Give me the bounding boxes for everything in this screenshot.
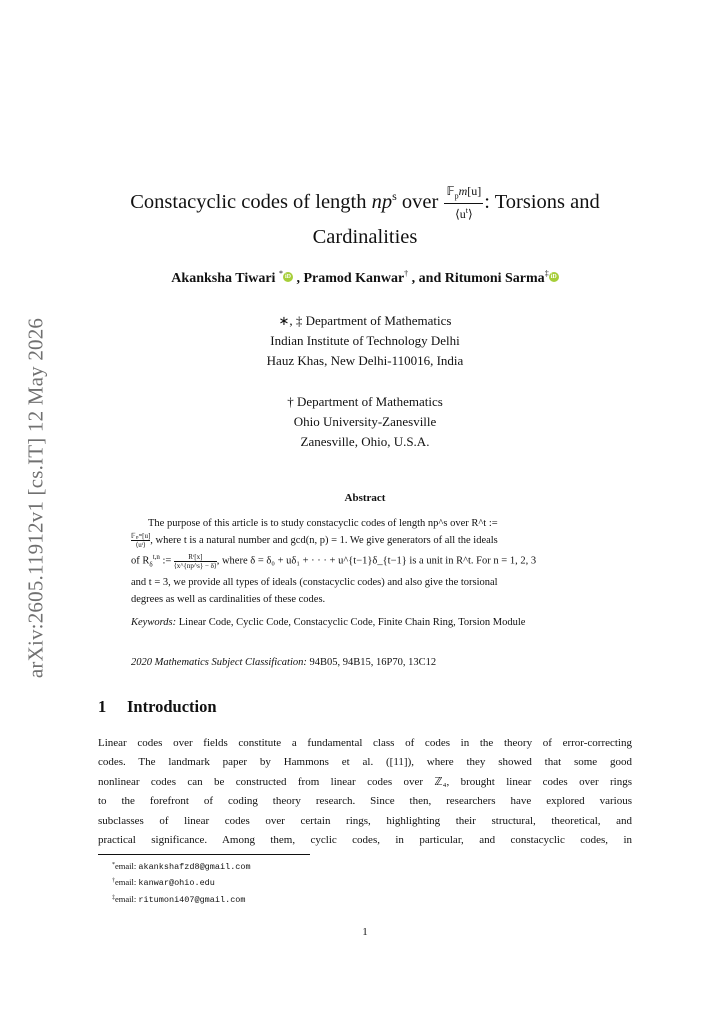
abstract-r-sub: δ	[149, 560, 153, 569]
title-frac-m: m	[458, 184, 468, 199]
footnote-email[interactable]: akankshafzd8@gmail.com	[138, 862, 251, 872]
keywords-label: Keywords:	[131, 617, 177, 628]
footnote-email[interactable]: kanwar@ohio.edu	[138, 878, 215, 889]
affiliation-2	[80, 392, 650, 452]
footnote-item	[112, 858, 251, 874]
abstract-frac-num: 𝔽ₚᵐ[u]	[131, 532, 151, 541]
abstract-text: , where t is a natural number and gcd(n, p) = 1. We give generators of all the ideals	[150, 535, 498, 546]
abstract-r-sup: t,n	[152, 553, 160, 562]
abstract-body	[131, 515, 599, 608]
title-fraction	[444, 185, 483, 220]
abstract-line-5: degrees as well as cardinalities of these codes.	[131, 593, 326, 605]
affiliation-line: ∗, ‡ Department of Mathematics	[278, 313, 452, 328]
footnote-label: email:	[115, 893, 139, 904]
orcid-icon[interactable]: iD	[284, 274, 291, 280]
title-text-1: Constacyclic codes of length	[130, 190, 372, 213]
msc-label: 2020 Mathematics Subject Classification:	[131, 657, 307, 668]
intro-line: subclasses of linear codes over certain rings, highlighting their structural, theoretical, and	[98, 814, 632, 827]
page-number: 1	[362, 926, 368, 938]
abstract-text: of R	[131, 555, 150, 567]
abstract-line-2	[131, 532, 599, 549]
author-list	[80, 269, 650, 287]
section-number: 1	[98, 697, 107, 716]
title-frac-den-tail: ⟩	[467, 206, 473, 221]
title-frac-den: ⟨u	[455, 206, 466, 221]
author-3: , and Ritumoni Sarma	[411, 271, 545, 286]
title-frac-tail: [u]	[467, 184, 482, 199]
intro-line: to the forefront of coding theory research. Since then, researchers have explored various	[98, 795, 632, 808]
footnote-label: email:	[115, 877, 139, 888]
title-frac-den-sup: t	[465, 205, 468, 215]
footnote-mark: ‡	[112, 894, 115, 901]
keywords	[131, 614, 599, 631]
author-1: Akanksha Tiwari	[171, 271, 276, 286]
intro-line: codes. The landmark paper by Hammons et al. ([11]), where they showed that some good	[98, 756, 632, 769]
title-var-n: np	[371, 190, 393, 213]
affiliation-line: Zanesville, Ohio, U.S.A.	[300, 434, 430, 449]
abstract-frac-quotient	[174, 553, 217, 570]
keywords-text: Linear Code, Cyclic Code, Constacyclic Code, Finite Chain Ring, Torsion Module	[176, 617, 526, 628]
abstract-line-1: The purpose of this article is to study constacyclic codes of length np^s over R^t :=	[148, 518, 498, 529]
abstract-frac-ring	[131, 532, 150, 549]
msc-codes: 94B05, 94B15, 16P70, 13C12	[306, 657, 437, 668]
footnotes	[112, 858, 251, 907]
affiliation-line: Ohio University-Zanesville	[293, 414, 437, 429]
title-frac-sub: p	[454, 191, 459, 201]
footnote-email[interactable]: ritumoni407@gmail.com	[138, 894, 246, 905]
section-title: Introduction	[127, 697, 217, 716]
affiliation-1	[80, 311, 650, 371]
abstract-line-3	[131, 549, 599, 574]
paper-title	[80, 180, 650, 253]
affiliation-line: Indian Institute of Technology Delhi	[270, 333, 460, 348]
arxiv-identifier: arXiv:2605.11912v1 [cs.IT] 12 May 2026	[23, 317, 48, 679]
footnote-mark: *	[112, 862, 115, 868]
title-line-2: Cardinalities	[312, 225, 418, 248]
footnote-mark: †	[112, 878, 115, 885]
intro-line: Linear codes over fields constitute a fundamental class of codes in the theory of error-correcting	[98, 737, 632, 749]
title-sup-s: s	[392, 189, 397, 203]
author-2-mark: †	[404, 269, 409, 278]
abstract-heading: Abstract	[344, 492, 386, 504]
section-heading	[98, 697, 217, 717]
footnote-item	[112, 891, 251, 907]
abstract-text: :=	[159, 555, 174, 567]
author-1-mark: *	[278, 269, 283, 278]
title-word-over: over	[396, 190, 444, 213]
intro-paragraph	[98, 734, 632, 850]
author-3-mark: ‡	[544, 269, 549, 278]
title-text-2: : Torsions and	[484, 190, 600, 213]
footnote-label: email:	[115, 861, 139, 871]
orcid-icon[interactable]: iD	[550, 274, 557, 280]
abstract-text: , where δ = δ₀ + uδ₁ + · · · + u^{t−1}δ_{t−1} is a unit in R^t. For n = 1, 2, 3	[216, 555, 537, 567]
author-2: , Pramod Kanwar	[296, 271, 405, 286]
abstract-line-4: and t = 3, we provide all types of ideals (constacyclic codes) and also give the torsional	[131, 576, 498, 588]
intro-line: nonlinear codes can be constructed from linear codes over ℤ₄, brought linear codes over rings	[98, 775, 632, 788]
affiliation-line: † Department of Mathematics	[287, 394, 443, 409]
abstract-frac-den: ⟨uᵗ⟩	[135, 541, 146, 550]
abstract-frac-den: ⟨x^{np^s} − δ⟩	[173, 561, 217, 570]
footnote-divider	[98, 854, 310, 855]
msc-classification	[131, 654, 599, 671]
affiliation-line: Hauz Khas, New Delhi-110016, India	[266, 353, 464, 368]
intro-line: practical significance. Among them, cyclic codes, in particular, and constacyclic codes, in	[98, 834, 632, 847]
abstract-frac-num: Rᵗ[x]	[174, 553, 217, 562]
title-frac-field: 𝔽	[446, 184, 455, 199]
footnote-item	[112, 874, 251, 890]
